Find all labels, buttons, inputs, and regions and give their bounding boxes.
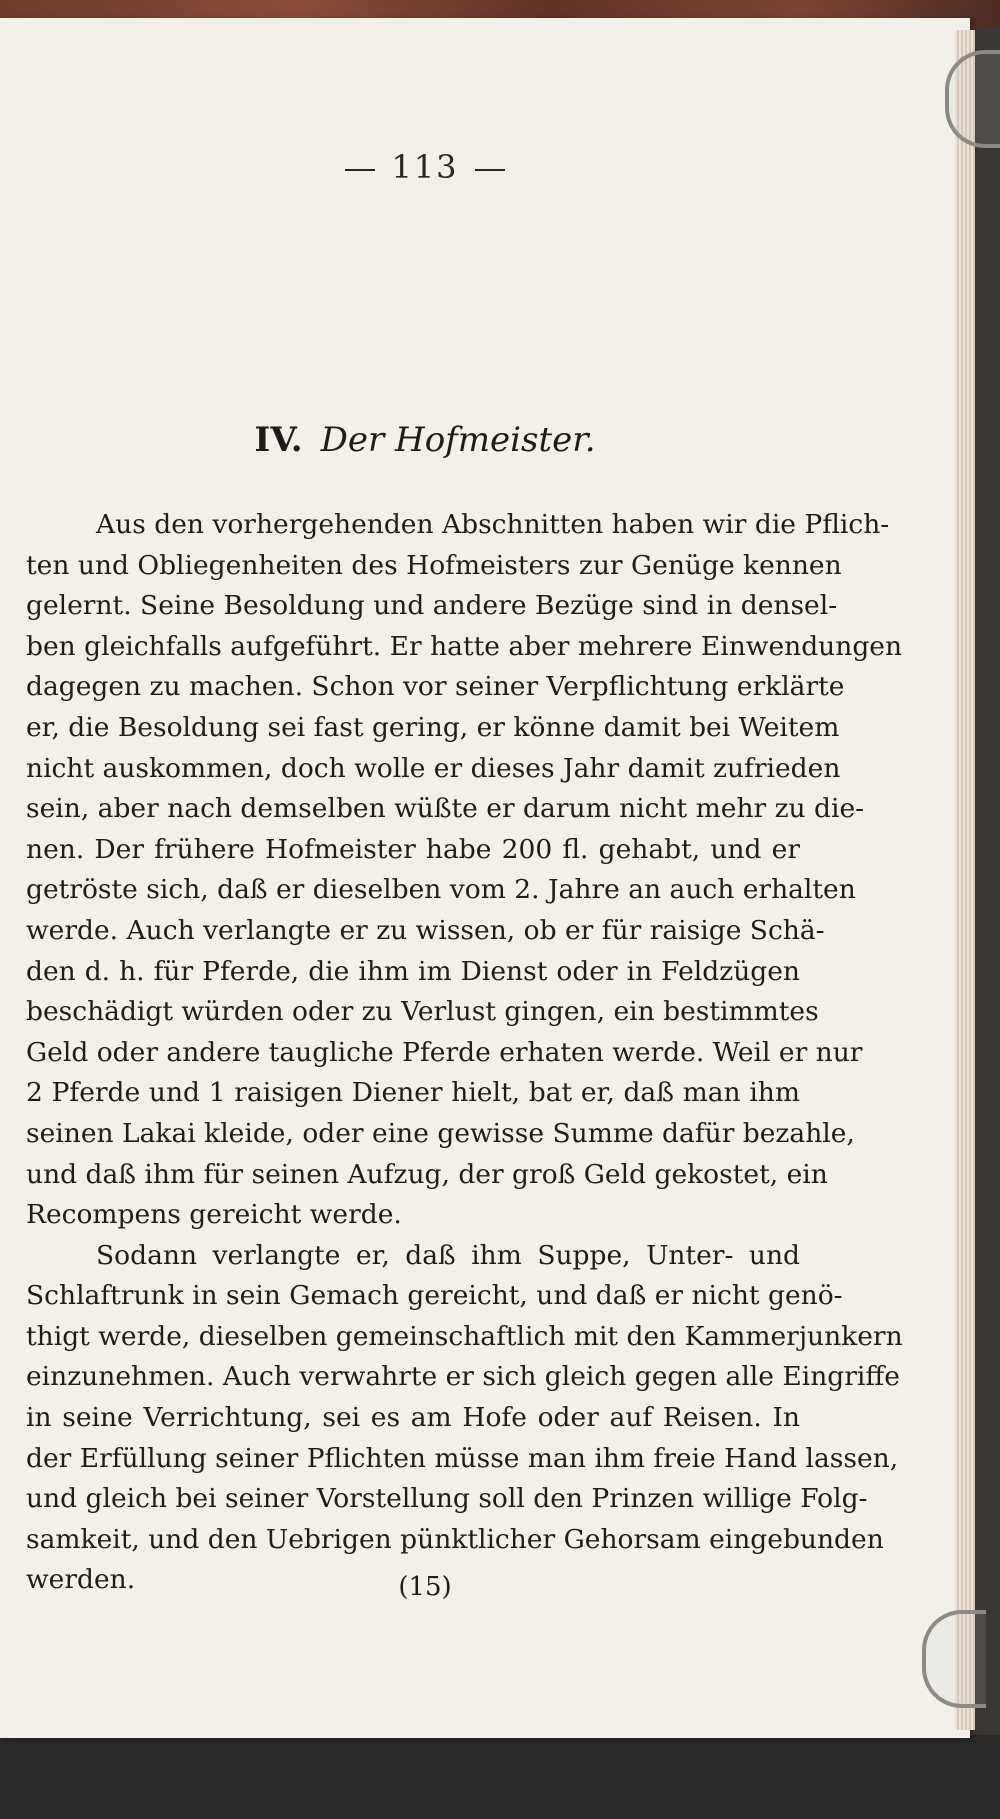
chapter-title: Der Hofmeister.: [320, 420, 596, 460]
body-text: [26, 505, 903, 1601]
dash-right: [475, 169, 505, 171]
text-line: thigt werde, dieselben gemeinschaftlich mit den Kammerjunkern: [26, 1320, 903, 1352]
text-line: werde. Auch verlangte er zu wissen, ob er für raisige Schä-: [26, 914, 825, 946]
page-clip-bottom: [922, 1610, 986, 1708]
text-line: nen. Der frühere Hofmeister habe 200 fl. gehabt, und er: [26, 833, 800, 865]
text-line: gelernt. Seine Besoldung und andere Bezüge sind in densel-: [26, 590, 838, 622]
text-line: Aus den vorhergehenden Abschnitten haben wir die Pflich-: [96, 509, 890, 540]
text-line: dagegen zu machen. Schon vor seiner Verpflichtung erklärte: [26, 671, 845, 703]
chapter-heading: [0, 420, 850, 460]
text-line: er, die Besoldung sei fast gering, er könne damit bei Weitem: [26, 711, 840, 743]
page-clip-top: [945, 50, 1000, 148]
text-line: 2 Pferde und 1 raisigen Diener hielt, bat er, daß man ihm: [26, 1077, 800, 1109]
text-line: Schlaftrunk in sein Gemach gereicht, und daß er nicht genö-: [26, 1280, 843, 1312]
text-line: ben gleichfalls aufgeführt. Er hatte aber mehrere Einwendungen: [26, 630, 903, 662]
text-line: und daß ihm für seinen Aufzug, der groß Geld gekostet, ein: [26, 1158, 828, 1190]
text-line: sein, aber nach demselben wüßte er darum nicht mehr zu die-: [26, 793, 865, 825]
signature-mark: (15): [398, 1572, 452, 1602]
text-line: Geld oder andere taugliche Pferde erhaten werde. Weil er nur: [26, 1036, 863, 1068]
text-line: Sodann verlangte er, daß ihm Suppe, Unter- und: [96, 1239, 800, 1271]
text-line: werden.: [26, 1564, 136, 1596]
text-line: in seine Verrichtung, sei es am Hofe oder auf Reisen. In: [26, 1402, 800, 1434]
page-number-text: 113: [391, 148, 459, 186]
text-line: einzunehmen. Auch verwahrte er sich gleich gegen alle Eingriffe: [26, 1361, 900, 1393]
page-edge: [955, 30, 975, 1730]
text-line: Recompens gereicht werde.: [26, 1199, 402, 1231]
text-line: ten und Obliegenheiten des Hofmeisters zur Genüge kennen: [26, 549, 842, 581]
text-line: und gleich bei seiner Vorstellung soll den Prinzen willige Folg-: [26, 1483, 868, 1515]
text-line: samkeit, und den Uebrigen pünktlicher Gehorsam eingebunden: [26, 1523, 884, 1555]
scan-background: [0, 1735, 1000, 1819]
text-line: nicht auskommen, doch wolle er dieses Jahr damit zufrieden: [26, 752, 841, 784]
text-line: der Erfüllung seiner Pflichten müsse man ihm freie Hand lassen,: [26, 1442, 899, 1474]
dash-left: [345, 169, 375, 171]
text-line: getröste sich, daß er dieselben vom 2. Jahre an auch erhalten: [26, 874, 856, 906]
text-line: seinen Lakai kleide, oder eine gewisse Summe dafür bezahle,: [26, 1117, 855, 1149]
chapter-numeral: IV.: [254, 420, 303, 460]
text-line: den d. h. für Pferde, die ihm im Dienst oder in Feldzügen: [26, 955, 800, 987]
page-number: [0, 148, 850, 186]
text-line: beschädigt würden oder zu Verlust gingen, ein bestimmtes: [26, 996, 819, 1028]
